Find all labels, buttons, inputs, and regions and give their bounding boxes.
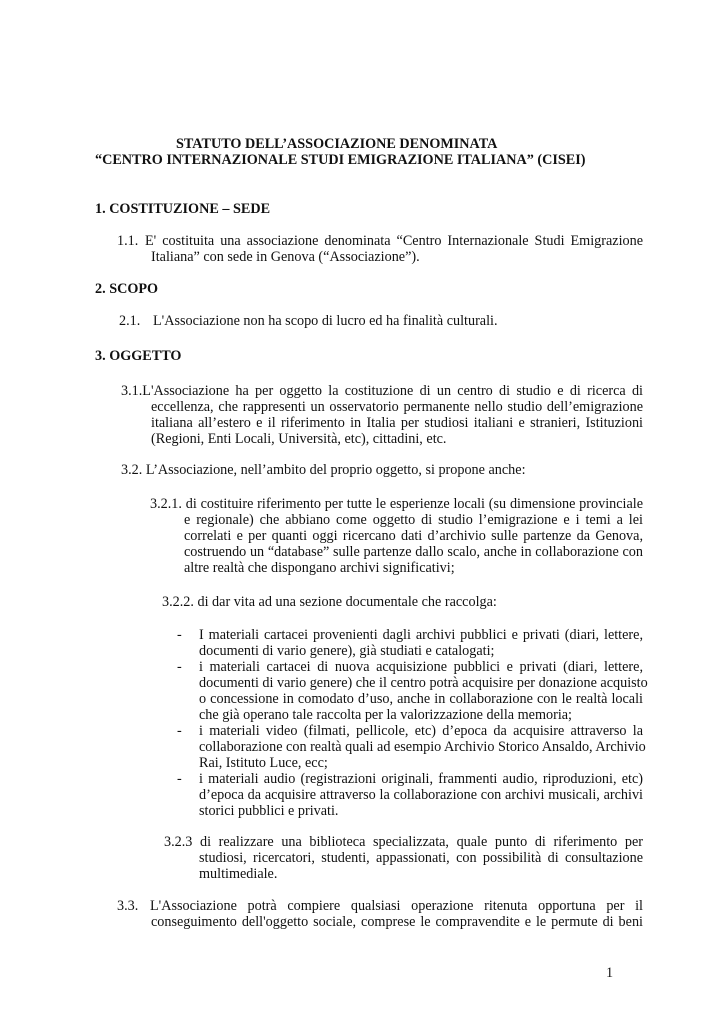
- clause-1-1-line: Italiana” con sede in Genova (“Associazione”).: [151, 249, 420, 265]
- bullet-dash: -: [177, 627, 182, 643]
- clause-3-1-first-line: [121, 383, 643, 399]
- clause-3-2-1-line: correlati e per quanti oggi ricercano dati d’archivio sulle partenze da Genova,: [184, 528, 643, 544]
- clause-3-2-1-line: 3.2.1. di costituire riferimento per tutte le esperienze locali (su dimensione provinciale: [150, 496, 643, 512]
- clause-3-2-1-first-line: [150, 496, 643, 512]
- clause-3-2-3-line: multimediale.: [199, 866, 278, 882]
- clause-2-1-line: L'Associazione non ha scopo di lucro ed ha finalità culturali.: [153, 313, 498, 329]
- clause-3-2-3-first-line: [164, 834, 643, 850]
- bullet-item-line: I materiali cartacei provenienti dagli archivi pubblici e privati (diari, lettere,: [199, 627, 643, 643]
- bullet-item-line: che già operano tale raccolta per la valorizzazione della memoria;: [199, 707, 573, 723]
- clause-3-2-2-line: 3.2.2. di dar vita ad una sezione documentale che raccolga:: [162, 594, 497, 610]
- bullet-dash: -: [177, 771, 182, 787]
- document-title-line-1: STATUTO DELL’ASSOCIAZIONE DENOMINATA: [176, 136, 498, 152]
- bullet-item-line: storici pubblici e privati.: [199, 803, 339, 819]
- bullet-item-3: [199, 723, 646, 771]
- clause-number-3-3: 3.3.: [117, 898, 139, 914]
- clause-3-2-1-line: altre realtà che dispongano archivi significativi;: [184, 560, 455, 576]
- bullet-item-4: [199, 771, 643, 819]
- clause-1-1-line: E' costituita una associazione denominata “Centro Internazionale Studi Emigrazione: [145, 233, 643, 249]
- clause-3-1-line: eccellenza, che rappresenti un osservatorio permanente nello studio dell’emigrazione: [151, 399, 643, 415]
- bullet-item-line: Rai, Istituto Luce, ecc;: [199, 755, 328, 771]
- clause-3-2: [121, 462, 581, 478]
- section-heading-scopo: 2. SCOPO: [95, 281, 159, 297]
- bullet-dash: -: [177, 723, 182, 739]
- clause-3-3-first-line: [150, 898, 643, 914]
- bullet-item-line: i materiali cartacei di nuova acquisizione pubblici e privati (diari, lettere,: [199, 659, 643, 675]
- clause-3-2-1-second-line: [184, 512, 643, 528]
- clause-number-2-1: 2.1.: [119, 313, 141, 329]
- clause-3-3-line: conseguimento dell'oggetto sociale, comprese le compravendite e le permute di beni: [151, 914, 643, 930]
- page-number: 1: [606, 965, 614, 981]
- bullet-item-2: [199, 659, 648, 723]
- clause-3-2-3-line: studiosi, ricercatori, studenti, appassionati, con possibilità di consultazione: [199, 850, 643, 866]
- clause-1-1: [145, 233, 643, 249]
- bullet-dash: -: [177, 659, 182, 675]
- bullet-item-line: o concessione in comodato d’uso, anche in collaborazione con le realtà locali: [199, 691, 643, 707]
- clause-3-2-1-line: e regionale) che abbiano come oggetto di studio l’emigrazione e i temi a lei: [184, 512, 643, 528]
- clause-number-1-1: 1.1.: [117, 233, 139, 249]
- clause-3-3-line: L'Associazione potrà compiere qualsiasi operazione ritenuta opportuna per il: [150, 898, 643, 914]
- clause-3-3: [151, 914, 643, 930]
- clause-3-2-1-line: costruendo un “database” sulle partenze dallo scalo, anche in collaborazione con: [184, 544, 643, 560]
- clause-3-1-line: italiana all’estero e il riferimento in Italia per studiosi italiani e stranieri, Istituzioni: [151, 415, 643, 431]
- clause-3-1-line: 3.1.L'Associazione ha per oggetto la costituzione di un centro di studio e di ricerca di: [121, 383, 643, 399]
- bullet-item-line: documenti di vario genere), già studiati e catalogati;: [199, 643, 495, 659]
- clause-3-2-3: [199, 850, 643, 882]
- clause-1-1-continued: [151, 249, 643, 265]
- section-heading-costituzione: 1. COSTITUZIONE – SEDE: [95, 201, 271, 217]
- clause-3-1: [151, 399, 643, 447]
- bullet-item-1: [199, 627, 643, 659]
- clause-3-2-1: [184, 528, 643, 576]
- clause-2-1: [153, 313, 553, 329]
- bullet-item-line: documenti di vario genere) che il centro potrà acquisire per donazione acquisto: [199, 675, 648, 691]
- clause-3-1-line: (Regioni, Enti Locali, Università, etc), cittadini, etc.: [151, 431, 447, 447]
- clause-3-2-line: 3.2. L’Associazione, nell’ambito del proprio oggetto, si propone anche:: [121, 462, 526, 478]
- clause-3-2-3-line: 3.2.3 di realizzare una biblioteca specializzata, quale punto di riferimento per: [164, 834, 643, 850]
- bullet-item-line: i materiali video (filmati, pellicole, etc) d’epoca da acquisire attraverso la: [199, 723, 643, 739]
- bullet-item-line: i materiali audio (registrazioni originali, frammenti audio, riproduzioni, etc): [199, 771, 643, 787]
- clause-3-2-2: [162, 594, 562, 610]
- document-title-line-2: “CENTRO INTERNAZIONALE STUDI EMIGRAZIONE ITALIANA” (CISEI): [95, 152, 586, 168]
- section-heading-oggetto: 3. OGGETTO: [95, 348, 182, 364]
- bullet-item-line: collaborazione con realtà quali ad esempio Archivio Storico Ansaldo, Archivio: [199, 739, 646, 755]
- bullet-item-line: d’epoca da acquisire attraverso la collaborazione con archivi musicali, archivi: [199, 787, 643, 803]
